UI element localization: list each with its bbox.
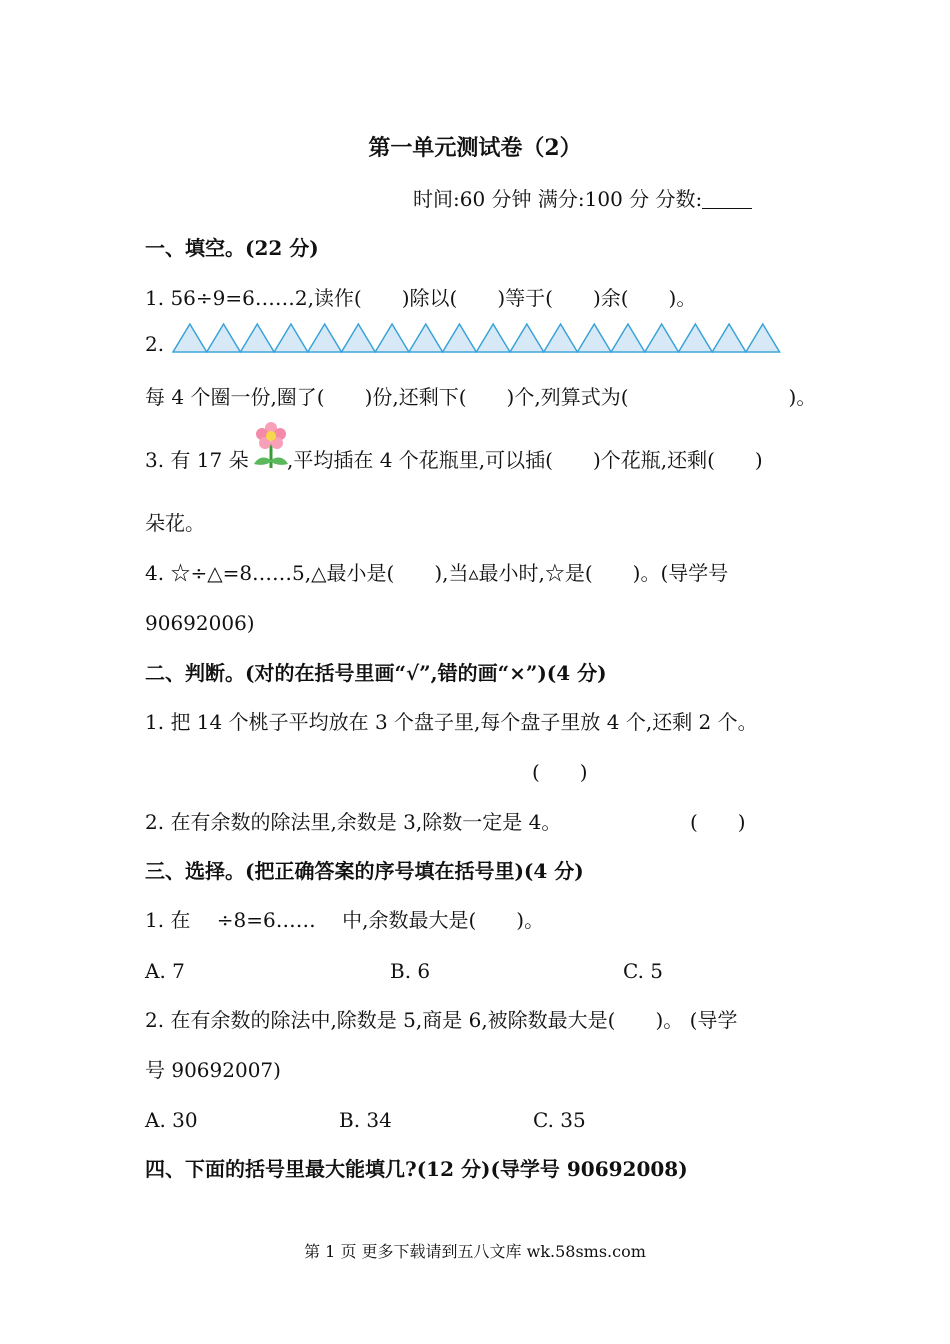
q3-item-2-line-1: 2. 在有余数的除法中,除数是 5,商是 6,被除数最大是( )。 (导学 bbox=[145, 1008, 738, 1032]
triangle-row-figure bbox=[172, 322, 782, 354]
q1-item-2-label: 2. bbox=[145, 332, 165, 356]
q1-item-3-part-c: 朵花。 bbox=[145, 511, 205, 535]
q3-item-1: 1. 在 ÷8=6…… 中,余数最大是( )。 bbox=[145, 908, 545, 932]
q3-item-1-option-a: A. 7 bbox=[145, 959, 185, 983]
page-title: 第一单元测试卷（2） bbox=[368, 135, 582, 161]
q2-item-2-answer-paren: ( ) bbox=[690, 810, 746, 834]
q1-item-4-line-1: 4. ☆÷△=8……5,△最小是( ),当▵最小时,☆是( )。(导学号 bbox=[145, 561, 729, 585]
flower-icon bbox=[252, 420, 290, 470]
section-max-fill: 四、下面的括号里最大能填几?(12 分)(导学号 90692008) bbox=[145, 1157, 688, 1181]
q1-item-3-part-b: ,平均插在 4 个花瓶里,可以插( )个花瓶,还剩( ) bbox=[287, 448, 763, 472]
q1-item-1: 1. 56÷9=6……2,读作( )除以( )等于( )余( )。 bbox=[145, 286, 697, 310]
q3-item-2-line-2: 号 90692007) bbox=[145, 1058, 281, 1082]
q1-item-3-part-a: 3. 有 17 朵 bbox=[145, 448, 249, 472]
section-fill-blank: 一、填空。(22 分) bbox=[145, 236, 319, 260]
score-blank bbox=[702, 188, 752, 209]
q3-item-2-option-c: C. 35 bbox=[533, 1108, 586, 1132]
exam-meta-text: 时间:60 分钟 满分:100 分 分数: bbox=[413, 187, 703, 211]
q1-item-4-line-2: 90692006) bbox=[145, 611, 255, 635]
exam-meta bbox=[413, 188, 752, 209]
q2-item-1-answer-paren: ( ) bbox=[532, 760, 588, 784]
section-choice: 三、选择。(把正确答案的序号填在括号里)(4 分) bbox=[145, 859, 584, 883]
q3-item-2-option-b: B. 34 bbox=[339, 1108, 392, 1132]
section-true-false: 二、判断。(对的在括号里画“√”,错的画“×”)(4 分) bbox=[145, 661, 607, 685]
q3-item-1-option-b: B. 6 bbox=[390, 959, 431, 983]
q2-item-1: 1. 把 14 个桃子平均放在 3 个盘子里,每个盘子里放 4 个,还剩 2 个。 bbox=[145, 710, 758, 734]
q2-item-2: 2. 在有余数的除法里,余数是 3,除数一定是 4。 bbox=[145, 810, 562, 834]
triangle-band bbox=[173, 324, 780, 352]
q3-item-2-option-a: A. 30 bbox=[145, 1108, 198, 1132]
page-footer: 第 1 页 更多下载请到五八文库 wk.58sms.com bbox=[304, 1242, 646, 1261]
q3-item-1-option-c: C. 5 bbox=[623, 959, 664, 983]
q1-item-2-text: 每 4 个圈一份,圈了( )份,还剩下( )个,列算式为( )。 bbox=[145, 385, 817, 409]
